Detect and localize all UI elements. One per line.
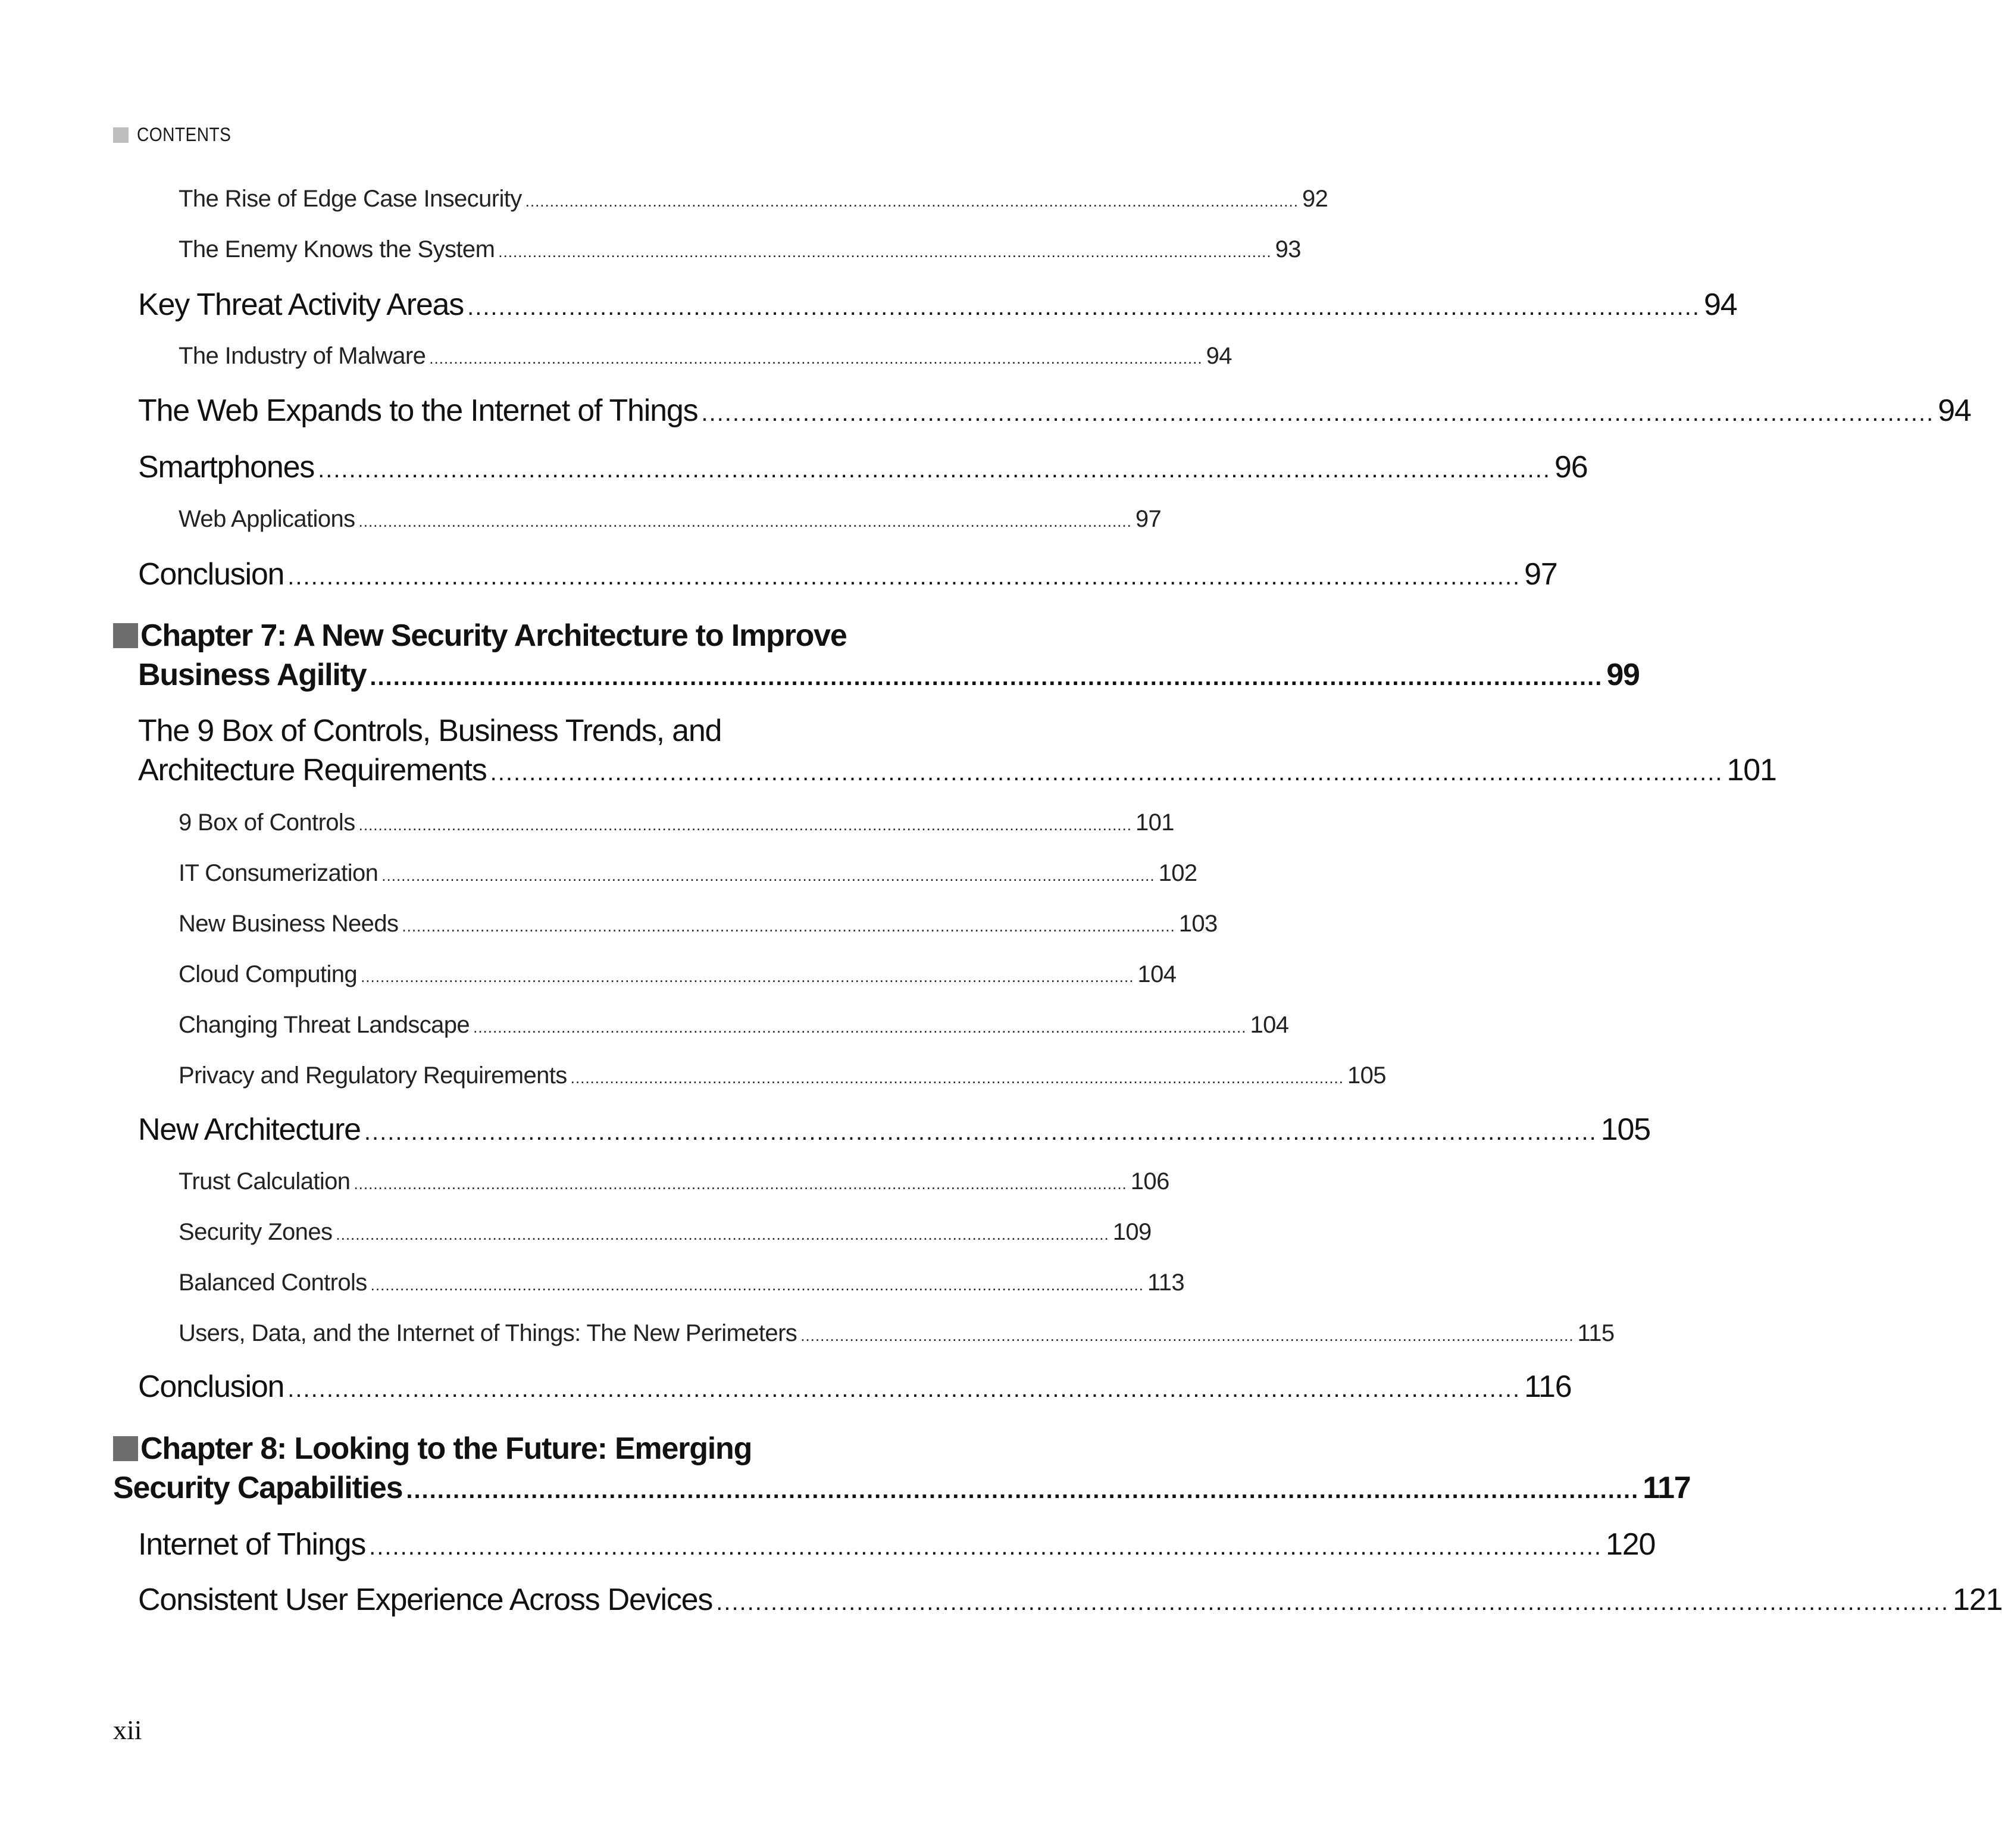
chapter-8-title-line1: Chapter 8: Looking to the Future: Emerging — [140, 1431, 752, 1466]
toc-entry-smartphones[interactable] — [138, 449, 1588, 485]
dot-leader: .............................................................................................................................................................. — [701, 400, 1935, 426]
toc-entry-page: 92 — [1302, 186, 1328, 212]
dot-leader: .............................................................................................................................................................. — [287, 1376, 1521, 1402]
chapter-8-title-line2: Security Capabilities — [113, 1471, 403, 1505]
toc-entry-nine-box[interactable] — [179, 809, 1174, 836]
toc-entry-rise-of-edge-case[interactable] — [179, 186, 1328, 212]
toc-entry-cloud-computing[interactable] — [179, 961, 1177, 988]
toc-entry-title: New Architecture — [138, 1112, 361, 1147]
toc-entry-page: 115 — [1577, 1320, 1615, 1346]
toc-entry-title: Architecture Requirements — [138, 753, 487, 787]
toc-entry-title: Security Zones — [179, 1219, 333, 1245]
toc-entry-security-zones[interactable] — [179, 1219, 1152, 1246]
dot-leader: .............................................................................................................................................................. — [716, 1589, 1950, 1615]
toc-entry-page: 102 — [1158, 860, 1197, 886]
toc-entry-conclusion-6[interactable] — [138, 556, 1557, 592]
toc-entry-title: Key Threat Activity Areas — [138, 287, 464, 322]
toc-entry-page: 93 — [1275, 236, 1301, 262]
dot-leader: .............................................................................................................................................................. — [370, 1276, 1144, 1294]
toc-entry-title: The Industry of Malware — [179, 343, 426, 369]
header-square-icon — [113, 127, 129, 143]
toc-entry-title: The Rise of Edge Case Insecurity — [179, 186, 522, 212]
toc-entry-page: 101 — [1135, 809, 1174, 836]
dot-leader: .............................................................................................................................................................. — [406, 1477, 1640, 1503]
dot-leader: .............................................................................................................................................................. — [361, 968, 1134, 986]
dot-leader: .............................................................................................................................................................. — [570, 1069, 1344, 1087]
toc-entry-page: 109 — [1112, 1219, 1152, 1245]
toc-entry-title: Web Applications — [179, 506, 355, 532]
toc-entry-page: 96 — [1554, 450, 1588, 484]
chapter-square-icon — [113, 1436, 138, 1461]
chapter-8-heading[interactable] — [113, 1431, 752, 1466]
toc-entry-title: Changing Threat Landscape — [179, 1012, 470, 1038]
toc-entry-page: 121 — [1953, 1583, 2002, 1617]
dot-leader: .............................................................................................................................................................. — [473, 1018, 1247, 1036]
toc-entry-title: Internet of Things — [138, 1527, 366, 1562]
dot-leader: .............................................................................................................................................................. — [354, 1175, 1127, 1193]
toc-entry-title: 9 Box of Controls — [179, 809, 355, 836]
toc-entry-web-expands[interactable] — [138, 393, 1971, 429]
toc-entry-title: Conclusion — [138, 557, 284, 592]
chapter-7-title-line1: Chapter 7: A New Security Architecture to Improve — [140, 618, 847, 653]
dot-leader: .............................................................................................................................................................. — [318, 456, 1551, 483]
chapter-7-title-line2: Business Agility — [138, 658, 367, 692]
dot-leader: .............................................................................................................................................................. — [800, 1327, 1574, 1344]
toc-entry-title: Consistent User Experience Across Devices — [138, 1583, 713, 1617]
dot-leader: .............................................................................................................................................................. — [429, 349, 1203, 367]
toc-entry-page: 116 — [1524, 1369, 1572, 1404]
toc-entry-page: 103 — [1178, 911, 1218, 937]
toc-entry-title: Privacy and Regulatory Requirements — [179, 1062, 567, 1089]
toc-entry-internet-of-things[interactable] — [138, 1527, 1656, 1562]
toc-entry-title: New Business Needs — [179, 911, 399, 937]
dot-leader: .............................................................................................................................................................. — [467, 294, 1700, 320]
toc-entry-page: 97 — [1524, 557, 1557, 592]
toc-entry-conclusion-7[interactable] — [138, 1369, 1572, 1405]
toc-entry-page: 120 — [1606, 1527, 1656, 1562]
toc-entry-title: The Enemy Knows the System — [179, 236, 495, 262]
toc-entry-privacy-regulatory[interactable] — [179, 1062, 1386, 1089]
toc-entry-page: 104 — [1250, 1012, 1289, 1038]
toc-entry-changing-threat[interactable] — [179, 1012, 1289, 1039]
toc-entry-page: 94 — [1704, 287, 1737, 322]
toc-entry-title: Trust Calculation — [179, 1168, 351, 1195]
toc-entry-page: 101 — [1726, 753, 1776, 787]
dot-leader: .............................................................................................................................................................. — [525, 192, 1299, 210]
dot-leader: .............................................................................................................................................................. — [498, 243, 1272, 261]
dot-leader: .............................................................................................................................................................. — [490, 759, 1723, 786]
toc-entry-consistent-ux[interactable] — [138, 1582, 2002, 1618]
toc-entry-page: 94 — [1938, 393, 1971, 428]
toc-entry-title: Smartphones — [138, 450, 315, 484]
dot-leader: .............................................................................................................................................................. — [370, 664, 1603, 690]
toc-entry-new-architecture[interactable] — [138, 1112, 1650, 1147]
toc-entry-page: 99 — [1606, 658, 1640, 692]
toc-entry-new-business-needs[interactable] — [179, 911, 1218, 937]
toc-entry-page: 105 — [1347, 1062, 1386, 1089]
toc-entry-page: 94 — [1206, 343, 1232, 369]
toc-entry-web-applications[interactable] — [179, 506, 1162, 533]
toc-entry-page: 117 — [1643, 1471, 1691, 1505]
toc-entry-chapter-8[interactable] — [113, 1470, 1691, 1506]
toc-entry-page: 104 — [1137, 961, 1177, 987]
toc-entry-nine-box-trends-line1[interactable]: The 9 Box of Controls, Business Trends, and — [138, 714, 722, 748]
dot-leader: .............................................................................................................................................................. — [336, 1225, 1109, 1243]
toc-entry-title: IT Consumerization — [179, 860, 378, 886]
toc-entry-it-consumerization[interactable] — [179, 860, 1197, 887]
toc-entry-page: 97 — [1135, 506, 1162, 532]
toc-entry-trust-calculation[interactable] — [179, 1168, 1169, 1195]
dot-leader: .............................................................................................................................................................. — [369, 1534, 1603, 1560]
dot-leader: .............................................................................................................................................................. — [381, 867, 1155, 884]
toc-entry-title: The Web Expands to the Internet of Things — [138, 393, 698, 428]
dot-leader: .............................................................................................................................................................. — [358, 512, 1132, 530]
dot-leader: .............................................................................................................................................................. — [364, 1119, 1597, 1145]
toc-entry-title: Cloud Computing — [179, 961, 358, 987]
toc-entry-page: 105 — [1600, 1112, 1650, 1147]
dot-leader: .............................................................................................................................................................. — [358, 816, 1132, 834]
toc-entry-users-data-iot[interactable] — [179, 1320, 1615, 1347]
toc-entry-page: 106 — [1130, 1168, 1169, 1195]
running-header — [113, 124, 244, 146]
dot-leader: .............................................................................................................................................................. — [402, 917, 1175, 935]
toc-entry-nine-box-trends[interactable] — [138, 752, 1776, 788]
dot-leader: .............................................................................................................................................................. — [287, 564, 1521, 590]
toc-entry-title: Balanced Controls — [179, 1269, 367, 1296]
toc-entry-chapter-7[interactable] — [138, 657, 1640, 693]
toc-entry-industry-malware[interactable] — [179, 343, 1232, 370]
toc-entry-page: 113 — [1147, 1269, 1184, 1296]
toc-entry-key-threat[interactable] — [138, 287, 1737, 323]
page-number: xii — [113, 1715, 142, 1745]
chapter-7-heading[interactable] — [113, 618, 847, 653]
chapter-square-icon — [113, 623, 138, 648]
toc-entry-title: Conclusion — [138, 1369, 284, 1404]
toc-entry-title: Users, Data, and the Internet of Things: The New Perimeters — [179, 1320, 797, 1346]
toc-entry-enemy-knows[interactable] — [179, 236, 1301, 263]
running-header-label: CONTENTS — [137, 124, 232, 145]
toc-entry-balanced-controls[interactable] — [179, 1269, 1184, 1296]
